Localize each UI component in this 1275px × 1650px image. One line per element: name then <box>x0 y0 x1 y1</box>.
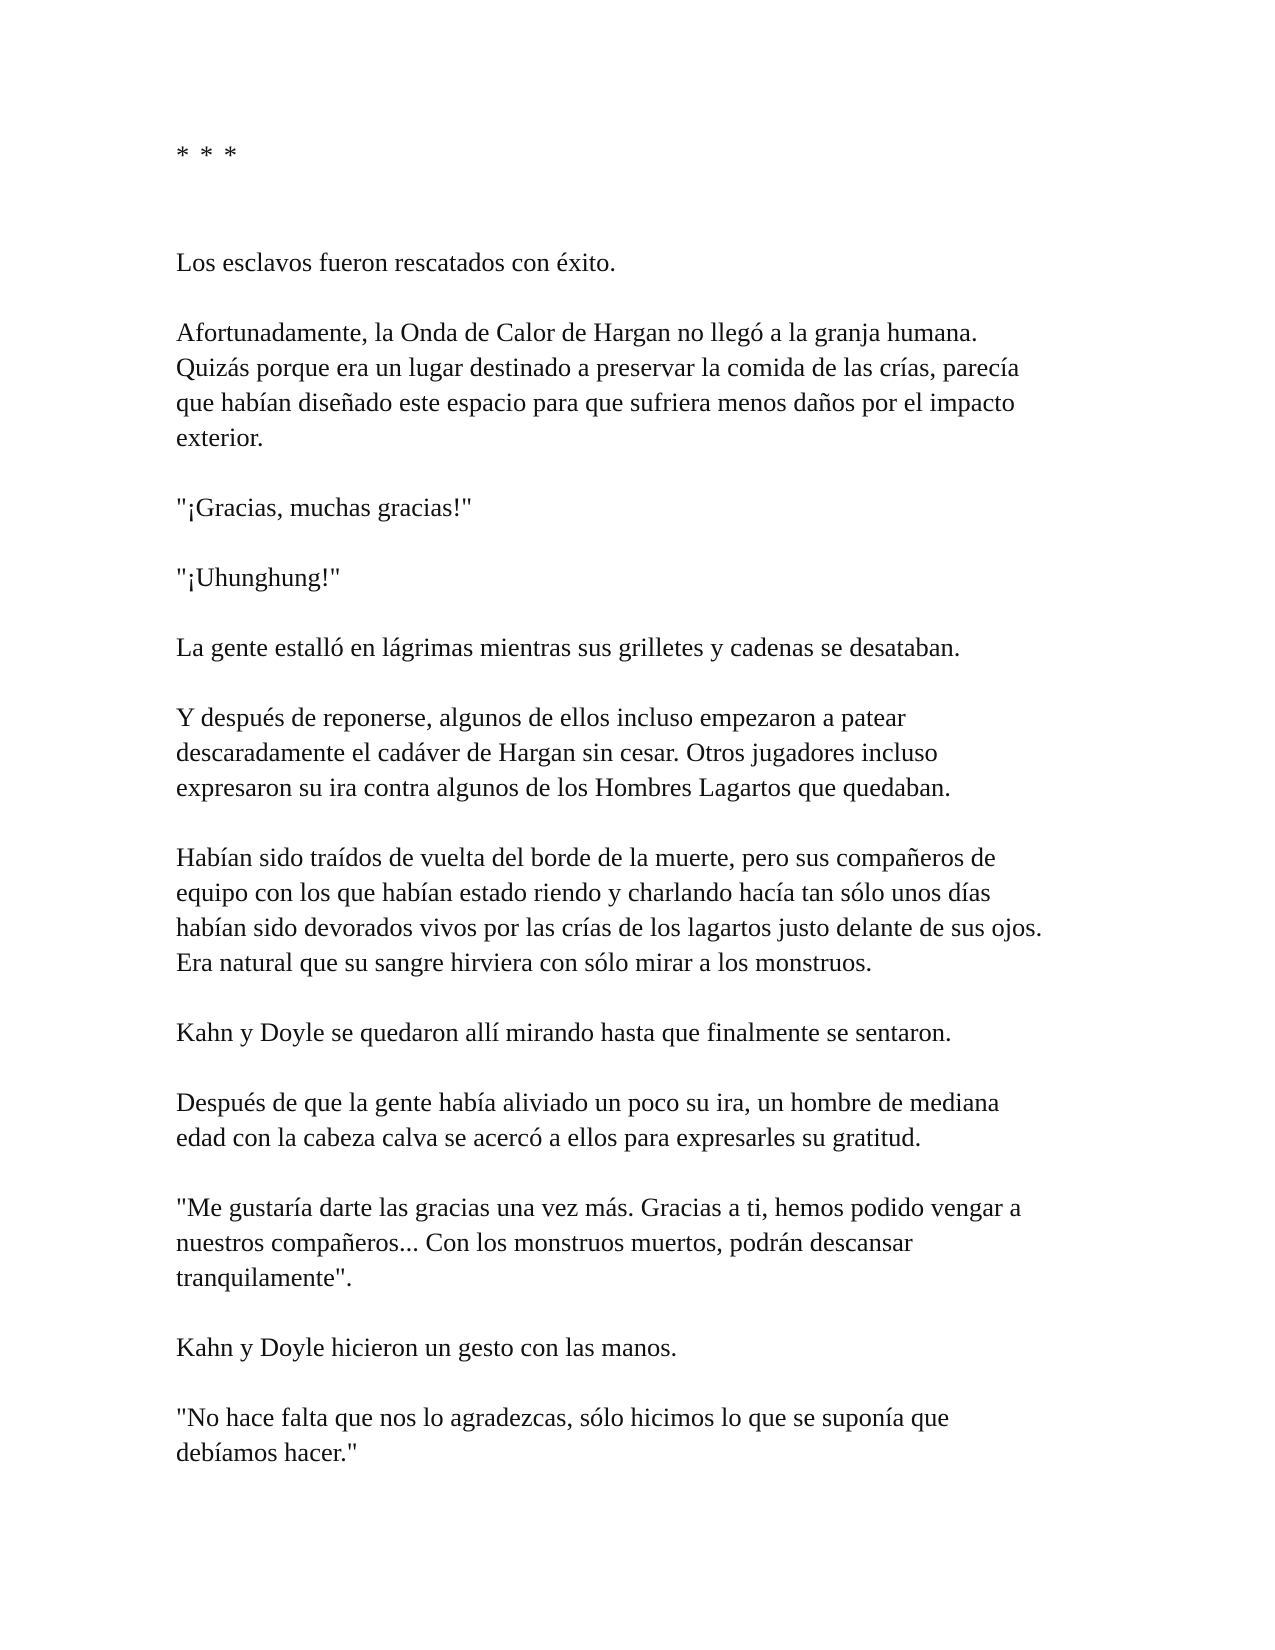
paragraph-gap <box>176 1155 1116 1190</box>
text-line: "Me gustaría darte las gracias una vez más. Gracias a ti, hemos podido vengar a <box>176 1192 1022 1222</box>
paragraph <box>176 245 1116 280</box>
paragraph-gap <box>176 1365 1116 1400</box>
paragraph <box>176 490 1116 525</box>
text-line: La gente estalló en lágrimas mientras sus grilletes y cadenas se desataban. <box>176 632 961 662</box>
text-line: "No hace falta que nos lo agradezcas, sólo hicimos lo que se suponía que <box>176 1402 950 1432</box>
text-line: Y después de reponerse, algunos de ellos incluso empezaron a patear <box>176 702 906 732</box>
text-line: tranquilamente". <box>176 1262 353 1292</box>
paragraph <box>176 840 1116 980</box>
paragraph-gap <box>176 980 1116 1015</box>
text-line: descaradamente el cadáver de Hargan sin cesar. Otros jugadores incluso <box>176 737 938 767</box>
text-line: Afortunadamente, la Onda de Calor de Hargan no llegó a la granja humana. <box>176 317 978 347</box>
paragraph <box>176 1400 1116 1470</box>
paragraph <box>176 1330 1116 1365</box>
text-line: Kahn y Doyle se quedaron allí mirando hasta que finalmente se sentaron. <box>176 1017 952 1047</box>
paragraph-gap <box>176 805 1116 840</box>
text-column <box>176 138 1116 1470</box>
text-line: nuestros compañeros... Con los monstruos muertos, podrán descansar <box>176 1227 913 1257</box>
paragraph-gap <box>176 525 1116 560</box>
paragraph-gap <box>176 595 1116 630</box>
paragraph-list <box>176 245 1116 1470</box>
paragraph-gap <box>176 665 1116 700</box>
text-line: "¡Uhunghung!" <box>176 562 341 592</box>
text-line: expresaron su ira contra algunos de los Hombres Lagartos que quedaban. <box>176 772 951 802</box>
text-line: debíamos hacer." <box>176 1437 358 1467</box>
spacer <box>176 173 1116 245</box>
text-line: Kahn y Doyle hicieron un gesto con las manos. <box>176 1332 678 1362</box>
paragraph <box>176 1015 1116 1050</box>
paragraph <box>176 315 1116 455</box>
paragraph <box>176 560 1116 595</box>
text-line: equipo con los que habían estado riendo y charlando hacía tan sólo unos días <box>176 877 991 907</box>
text-line: Era natural que su sangre hirviera con sólo mirar a los monstruos. <box>176 947 873 977</box>
paragraph-gap <box>176 1050 1116 1085</box>
paragraph-gap <box>176 455 1116 490</box>
text-line: "¡Gracias, muchas gracias!" <box>176 492 473 522</box>
paragraph-gap <box>176 280 1116 315</box>
text-line: habían sido devorados vivos por las crías de los lagartos justo delante de sus ojos. <box>176 912 1043 942</box>
paragraph-gap <box>176 1295 1116 1330</box>
paragraph <box>176 1085 1116 1155</box>
paragraph <box>176 1190 1116 1295</box>
text-line: Quizás porque era un lugar destinado a preservar la comida de las crías, parecía <box>176 352 1020 382</box>
text-line: edad con la cabeza calva se acercó a ellos para expresarles su gratitud. <box>176 1122 922 1152</box>
paragraph <box>176 630 1116 665</box>
text-line: Los esclavos fueron rescatados con éxito. <box>176 247 617 277</box>
paragraph <box>176 700 1116 805</box>
scene-separator: * * * <box>176 140 239 170</box>
text-line: Después de que la gente había aliviado un poco su ira, un hombre de mediana <box>176 1087 1000 1117</box>
text-line: Habían sido traídos de vuelta del borde de la muerte, pero sus compañeros de <box>176 842 996 872</box>
text-line: que habían diseñado este espacio para que sufriera menos daños por el impacto <box>176 387 1015 417</box>
text-line: exterior. <box>176 422 264 452</box>
